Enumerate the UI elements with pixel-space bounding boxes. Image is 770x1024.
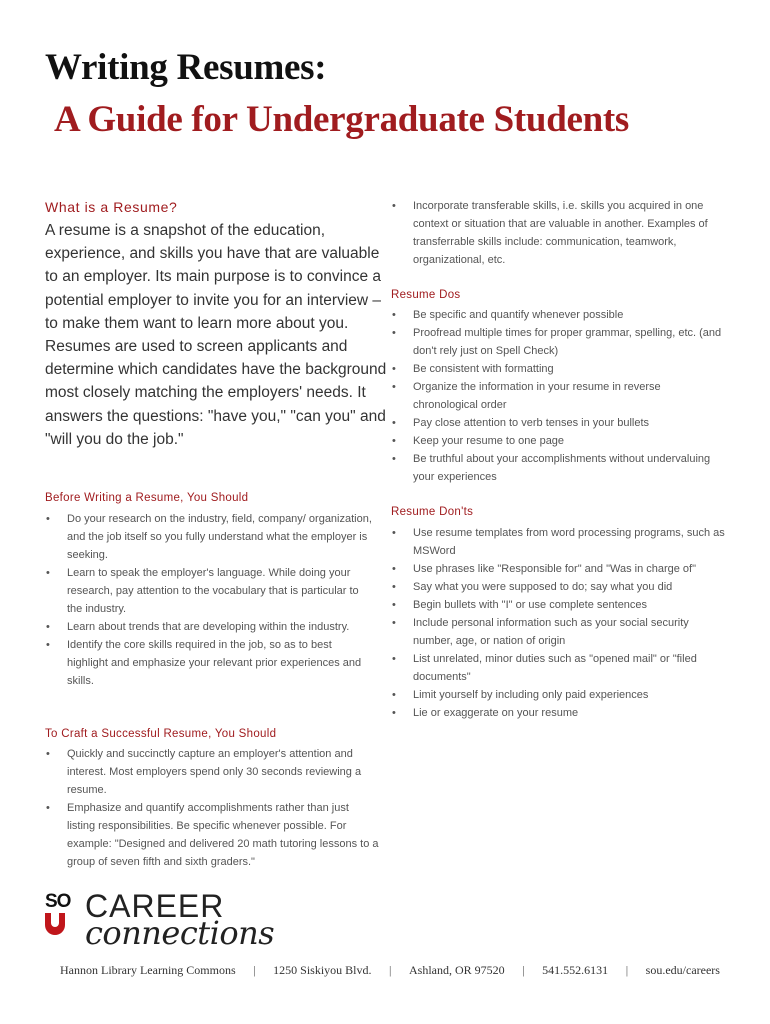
list-item: • Include personal information such as your social security number, age, or nation of origin [391,614,726,650]
list-item: • Keep your resume to one page [391,432,726,450]
sou-u-icon [45,913,65,935]
donts-heading: Resume Don'ts [391,506,474,518]
list-item: • List unrelated, minor duties such as "opened mail" or "filed documents" [391,650,726,686]
list-item: • Be truthful about your accomplishments without undervaluing your experiences [391,450,726,486]
footer-location: Hannon Library Learning Commons [60,963,236,977]
list-item: • Be specific and quantify whenever possible [391,306,726,324]
footer-website: sou.edu/careers [645,963,720,977]
footer-separator: | [522,963,525,977]
list-item: • Incorporate transferable skills, i.e. skills you acquired in one context or situation that are valuable in another. Examples of transferrable skills include: communication, teamwork, organizational, etc. [391,197,726,269]
transferable-list [391,197,726,269]
title-line-1: Writing Resumes: [45,47,327,88]
list-item: • Emphasize and quantify accomplishments rather than just listing responsibilities. Be specific whenever possible. For example: "Designed and delivered 20 math tutoring lessons to a group of seven fifth and sixth graders." [45,799,380,871]
craft-list [45,745,380,871]
list-item: • Be consistent with formatting [391,360,726,378]
before-list [45,510,375,690]
list-item: • Say what you were supposed to do; say what you did [391,578,726,596]
list-item: • Learn to speak the employer's language. While doing your research, pay attention to the vocabulary that is particular to the industry. [45,564,375,618]
list-item: • Learn about trends that are developing within the industry. [45,618,375,636]
dos-list [391,306,726,486]
title-line-2: A Guide for Undergraduate Students [54,99,630,140]
before-heading: Before Writing a Resume, You Should [45,492,249,504]
footer-separator: | [253,963,256,977]
list-item: • Organize the information in your resume in reverse chronological order [391,378,726,414]
footer-separator: | [389,963,392,977]
list-item: • Limit yourself by including only paid experiences [391,686,726,704]
list-item: • Pay close attention to verb tenses in your bullets [391,414,726,432]
list-item: • Use phrases like "Responsible for" and "Was in charge of" [391,560,726,578]
footer-city: Ashland, OR 97520 [409,963,505,977]
what-is-body: A resume is a snapshot of the education, experience, and skills you have that are valuable to an employer. Its main purpose is to convince a potential employer to invite you for an interview – to make them want to learn more about you. Resumes are used to screen applicants and determine which candidates have the background most closely matching the employers' needs. It answers the questions: "have you," "can you" and "will you do the job." [45,222,387,448]
list-item: • Lie or exaggerate on your resume [391,704,726,722]
craft-heading: To Craft a Successful Resume, You Should [45,728,277,740]
list-item: • Do your research on the industry, field, company/ organization, and the job itself so you fully understand what the employer is seeking. [45,510,375,564]
list-item: • Quickly and succinctly capture an employer's attention and interest. Most employers spend only 30 seconds reviewing a resume. [45,745,380,799]
footer-contact [60,963,720,978]
what-is-heading: What is a Resume? [45,199,178,215]
footer-separator: | [625,963,629,977]
list-item: • Proofread multiple times for proper grammar, spelling, etc. (and don't rely just on Spell Check) [391,324,726,360]
logo-connections-text: connections [85,914,275,952]
logo-career-text: CAREER [85,888,225,924]
footer-address: 1250 Siskiyou Blvd. [273,963,372,977]
donts-list [391,524,726,722]
footer-phone: 541.552.6131 [542,963,609,977]
career-connections-logo [45,890,325,952]
list-item: • Identify the core skills required in the job, so as to best highlight and emphasize your relevant prior experiences and skills. [45,636,375,690]
logo-so-text: SO [45,891,71,912]
list-item: • Begin bullets with "I" or use complete sentences [391,596,726,614]
list-item: • Use resume templates from word processing programs, such as MSWord [391,524,726,560]
dos-heading: Resume Dos [391,289,461,301]
